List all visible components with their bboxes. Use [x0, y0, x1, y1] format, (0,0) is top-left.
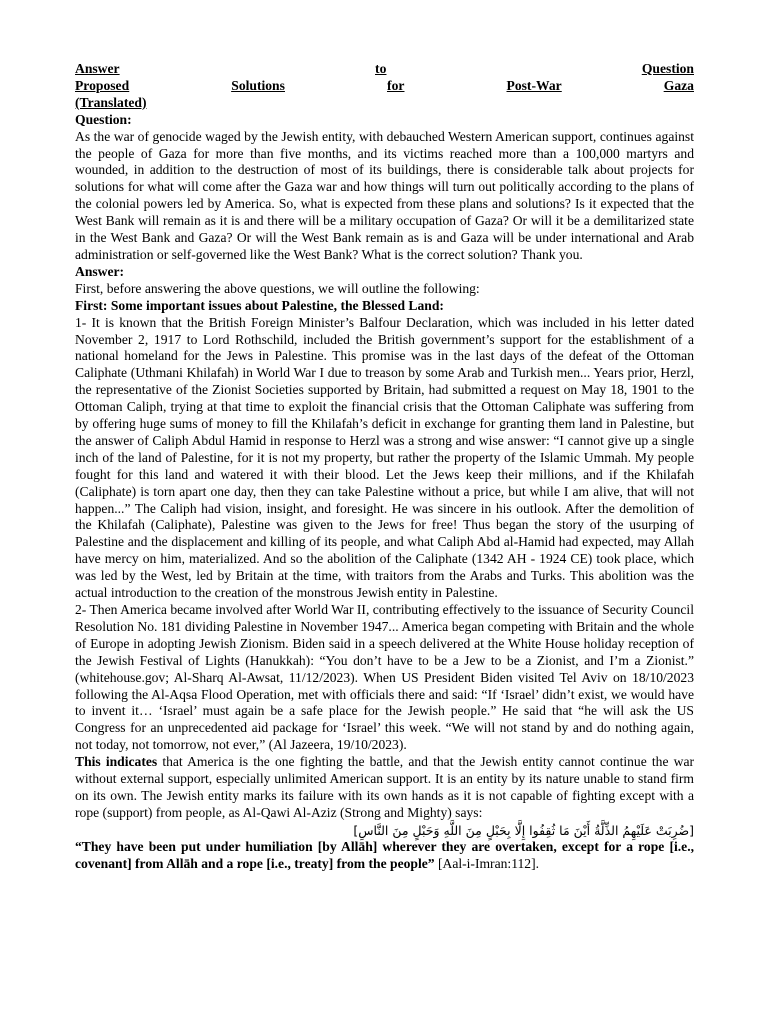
subtitle-word: Gaza: [663, 77, 694, 93]
arabic-verse: [ضُرِبَتْ عَلَيْهِمُ الذِّلَّةُ أَيْنَ مَا ثُقِفُوا إِلَّا بِحَبْلٍ مِنَ اللَّهِ وَحَبْلٍ مِنَ النَّاسِ]: [353, 822, 694, 838]
subtitle-tail: (Translated): [75, 94, 147, 110]
verse-translation-paragraph: [75, 839, 694, 873]
point-2: 2- Then America became involved after World War II, contributing effectively to the issuance of Security Council Resolution No. 181 dividing Palestine in November 1947... America began competing with Britain and the whole of Europe in adopting Jewish Zionism. Biden said in a speech delivered at the White House holiday reception of the Jewish Festival of Lights (Hanukkah): “You don’t have to be a Jew to be a Zionist, and I’m a Zionist.” (whitehouse.gov; Al-Sharq Al-Awsat, 11/12/2023). When US President Biden visited Tel Aviv on 18/10/2023 following the Al-Aqsa Flood Operation, met with officials there and said: “If ‘Israel’ didn’t exist, we would have to invent it… ‘Israel’ must again be a safe place for the Jewish people.” He said that “he will ask the US Congress for an unprecedented aid package for ‘Israel’ this week. “We will not stand by and do nothing again, not today, not tomorrow, not ever,” (Al Jazeera, 19/10/2023).: [75, 602, 694, 753]
indicates-rest: that America is the one fighting the battle, and that the Jewish entity cannot continue the war without external support, especially unlimited American support. It is an entity by its nature unable to stand firm on its own. The Jewish entity marks its failure with its own hands as it is not capable of fighting except with a rope (support) from people, as Al-Qawi Al-Aziz (Strong and Mighty) says:: [75, 754, 694, 820]
verse-translation: “They have been put under humiliation [by Allāh] wherever they are overtaken, except for a rope [i.e., covenant] from Allāh and a rope [i.e., treaty] from the people”: [75, 838, 694, 871]
document-title: [75, 61, 694, 78]
document-subtitle: [75, 78, 694, 95]
title-word: Question: [641, 61, 694, 76]
answer-heading: Answer:: [75, 263, 125, 279]
indicates-paragraph: [75, 754, 694, 822]
title-word: to: [375, 61, 387, 76]
verse-reference: [Aal-i-Imran:112].: [434, 855, 540, 871]
title-word: Answer: [75, 61, 120, 76]
subtitle-word: Post-War: [506, 77, 562, 93]
subtitle-word: for: [387, 77, 405, 93]
intro-text: First, before answering the above questions, we will outline the following:: [75, 280, 480, 296]
subtitle-word: Proposed: [75, 77, 130, 93]
subtitle-word: Solutions: [231, 77, 285, 93]
question-heading: Question:: [75, 111, 132, 127]
question-text: As the war of genocide waged by the Jewish entity, with debauched Western American support, continues against the people of Gaza for more than five months, and its victims reached more than a 100,000 martyrs and wounded, in addition to the destruction of most of its buildings, there is considerable talk about projects for solutions for what will come after the Gaza war and how things will turn out politically according to the plans of the colonial powers led by America. So, what is expected from these plans and solutions? Is it expected that the West Bank will remain as it is and there will be a military occupation of Gaza? Or will it be a demilitarized state in the West Bank and Gaza? Or will the West Bank remain as is and Gaza will be under international and Arab administration or self-governed like the West Bank? What is the correct solution? Thank you.: [75, 128, 694, 262]
point-1: 1- It is known that the British Foreign Minister’s Balfour Declaration, which was included in his letter dated November 2, 1917 to Lord Rothschild, included the British government’s support for the establishment of a national homeland for the Jews in Palestine. This promise was in the last days of the defeat of the Ottoman Caliphate (Uthmani Khilafah) in World War I due to treason by some Arab and Turkish men... Years prior, Herzl, the representative of the Zionist Societies supported by Britain, had submitted a request on May 18, 1901 to the Ottoman Caliph, trying at that time to exploit the financial crisis that the Ottoman Caliphate was suffering from by offering huge sums of money to fill the Khilafah’s deficit in exchange for granting them land in Palestine, but the answer of Caliph Abdul Hamid in response to Herzl was a strong and wise answer: “I cannot give up a single inch of the land of Palestine, for it is not my property, but rather the property of the Islamic Ummah. My people fought for this land and watered it with their blood. Let the Jews keep their millions, and if the Khilafah (Caliphate) is torn apart one day, then they can take Palestine without a price, but while I am alive, that will not happen...” The Caliph had vision, insight, and foresight. He was sincere in his outlook. After the demolition of the Khilafah (Caliphate), Palestine was given to the Jews for free! Thus began the story of the usurping of Palestine and the displacement and killing of its people, and what Caliph Abd al-Hamid had expected, may Allah have mercy on him, materialized. And so the abolition of the Caliphate (1342 AH - 1924 CE) took place, which was led by the West, led by Britain at the time, with traitors from the Arabs and Turks. This abolition was the actual introduction to the creation of the monstrous Jewish entity in Palestine.: [75, 314, 694, 601]
first-heading: First: Some important issues about Palestine, the Blessed Land:: [75, 297, 444, 313]
indicates-bold: This indicates: [75, 754, 158, 770]
